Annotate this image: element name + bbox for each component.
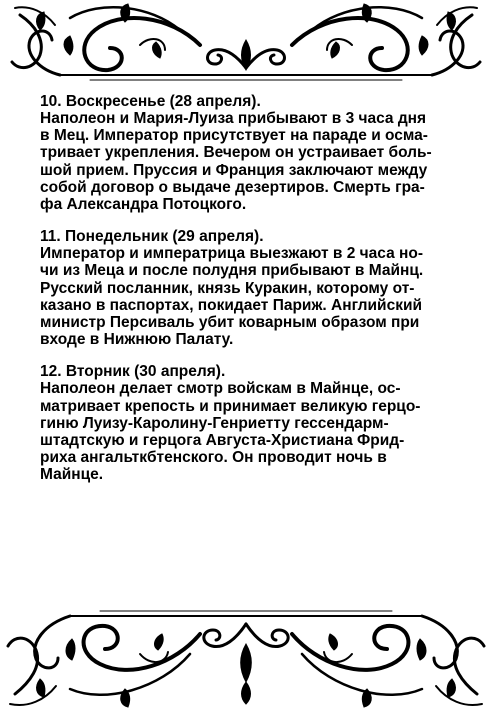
document-body [40,93,480,499]
text-line: казано в паспортах, покидает Париж. Английский [40,296,423,314]
entry-text [40,380,480,483]
text-line: в Мец. Император присутствует на параде и осма- [40,127,428,145]
text-line: входе в Нижнюю Палату. [40,331,234,349]
text-line: Наполеон делает смотр войскам в Майнце, ос- [40,380,401,398]
text-line: Русский посланник, князь Куракин, которому от- [40,279,415,297]
diary-entry-11 [40,228,480,348]
text-line: шой прием. Пруссия и Франция заключают между [40,161,428,179]
text-line: штадтскую и герцога Августа-Христиана Фрид- [40,432,405,450]
entry-heading: 11. Понедельник (29 апреля). [40,228,264,246]
bottom-flourish-ornament [0,594,492,714]
text-line: Наполеон и Мария-Луиза прибывают в 3 часа дня [40,110,427,127]
text-line: фа Александра Потоцкого. [40,196,247,214]
entry-text [40,110,480,213]
entry-text [40,245,480,348]
diary-entry-10 [40,93,480,213]
text-line: министр Персиваль убит коварным образом при [40,314,420,332]
text-line: чи из Меца и после полудня прибывают в Майнц. [40,262,424,280]
top-flourish-ornament [0,0,492,90]
entry-heading: 12. Вторник (30 апреля). [40,363,226,381]
text-line: Император и императрица выезжают в 2 часа но- [40,245,423,263]
text-line: Майнце. [40,466,104,484]
entry-heading: 10. Воскресенье (28 апреля). [40,93,261,110]
text-line: собой договор о выдаче дезертиров. Смерть гра- [40,178,425,196]
diary-entry-12 [40,363,480,483]
text-line: матривает крепость и принимает великую герцо- [40,397,421,415]
text-line: риха ангальткбтенского. Он проводит ночь в [40,449,387,467]
text-line: тривает укрепления. Вечером он устраивает боль- [40,144,432,162]
text-line: гиню Луизу-Каролину-Генриетту гессендарм- [40,414,389,432]
